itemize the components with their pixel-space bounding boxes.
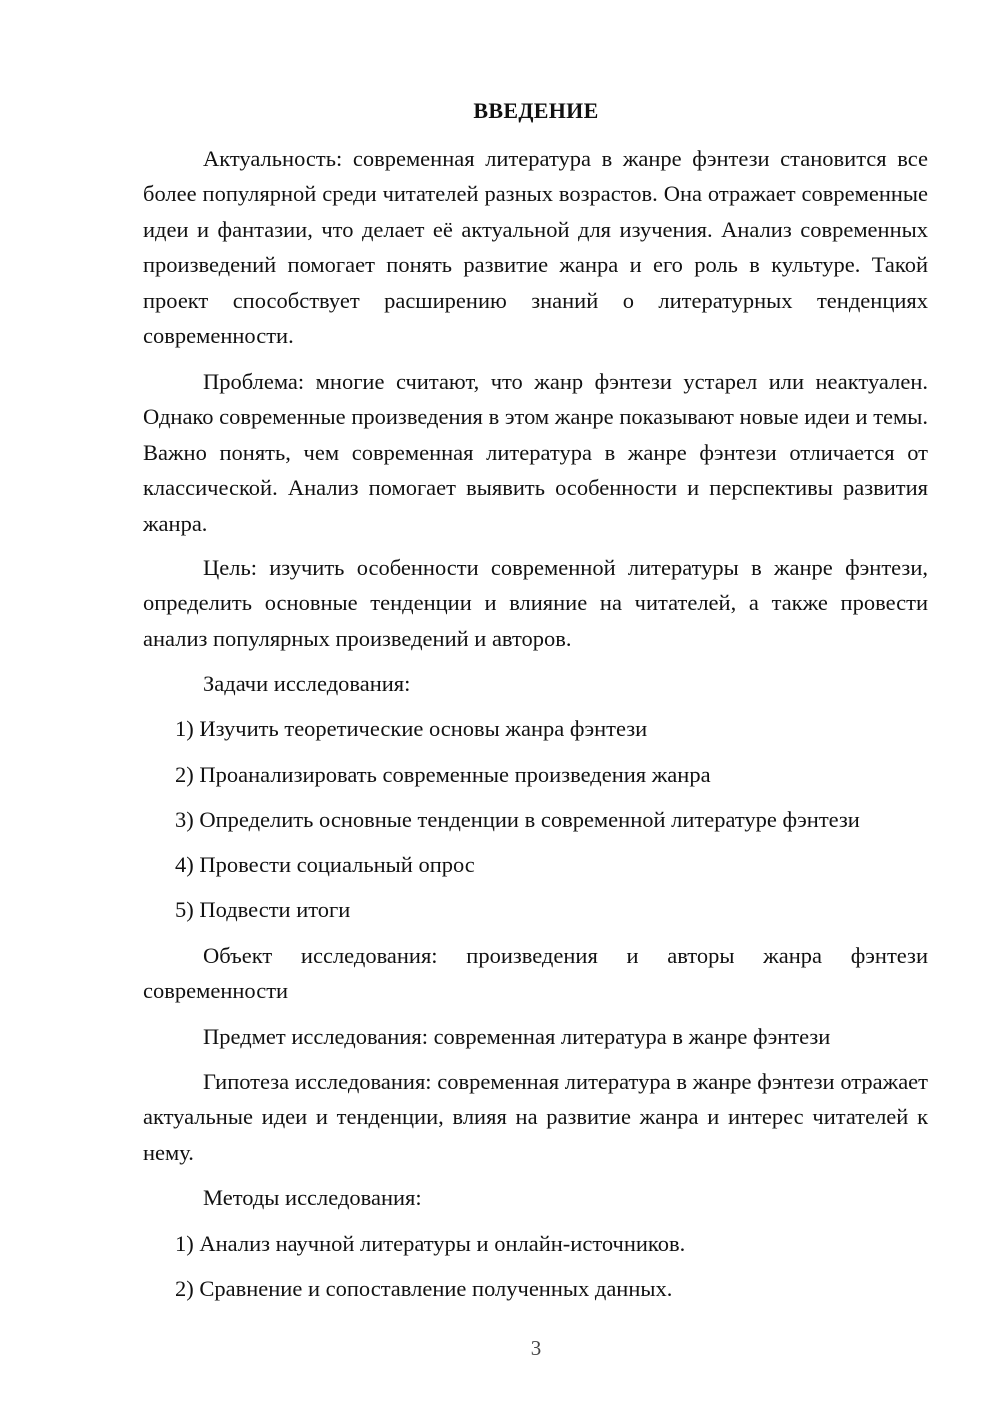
object-block: [143, 938, 928, 1009]
method-item-2-block: [143, 1271, 928, 1306]
task-item-1-block: [143, 711, 928, 746]
problem-block: [143, 364, 928, 541]
task-item: 4) Провести социальный опрос: [175, 852, 475, 877]
object-paragraph: Объект исследования: произведения и авторы жанра фэнтези современности: [143, 943, 928, 1004]
tasks-heading: Задачи исследования:: [203, 671, 411, 696]
goal-paragraph: Цель: изучить особенности современной литературы в жанре фэнтези, определить основные тенденции и влияние на читателей, а также провести анализ популярных произведений и авторов.: [143, 555, 928, 651]
task-item: 5) Подвести итоги: [175, 897, 351, 922]
method-item: 1) Анализ научной литературы и онлайн-источников.: [175, 1231, 686, 1256]
methods-heading-block: [143, 1180, 928, 1215]
hypothesis-paragraph: Гипотеза исследования: современная литература в жанре фэнтези отражает актуальные идеи и тенденции, влияя на развитие жанра и интерес читателей к нему.: [143, 1069, 928, 1165]
task-item-4-block: [143, 847, 928, 882]
tasks-heading-block: [143, 666, 928, 701]
relevance-block: [143, 141, 928, 353]
task-item: 1) Изучить теоретические основы жанра фэнтези: [175, 716, 648, 741]
method-item: 2) Сравнение и сопоставление полученных данных.: [175, 1276, 673, 1301]
task-item-3-block: [143, 802, 928, 837]
page-number: 3: [530, 1336, 542, 1360]
task-item: 2) Проанализировать современные произведения жанра: [175, 762, 711, 787]
subject-block: [143, 1019, 928, 1054]
subject-paragraph: Предмет исследования: современная литература в жанре фэнтези: [203, 1024, 831, 1049]
methods-heading: Методы исследования:: [203, 1185, 422, 1210]
hypothesis-block: [143, 1064, 928, 1170]
page-title: ВВЕДЕНИЕ: [473, 98, 599, 123]
task-item: 3) Определить основные тенденции в современной литературе фэнтези: [175, 807, 860, 832]
method-item-1-block: [143, 1226, 928, 1261]
task-item-5-block: [143, 892, 928, 927]
problem-paragraph: Проблема: многие считают, что жанр фэнтези устарел или неактуален. Однако современные произведения в этом жанре показывают новые идеи и темы. Важно понять, чем современная литература в жанре фэнтези отличается от классической. Анализ помогает выявить особенности и перспективы развития жанра.: [143, 369, 928, 536]
goal-block: [143, 550, 928, 656]
task-item-2-block: [143, 757, 928, 792]
relevance-paragraph: Актуальность: современная литература в жанре фэнтези становится все более популярной среди читателей разных возрастов. Она отражает современные идеи и фантазии, что делает её актуальной для изучения. Анализ современных произведений помогает понять развитие жанра и его роль в культуре. Такой проект способствует расширению знаний о литературных тенденциях современности.: [143, 146, 928, 349]
